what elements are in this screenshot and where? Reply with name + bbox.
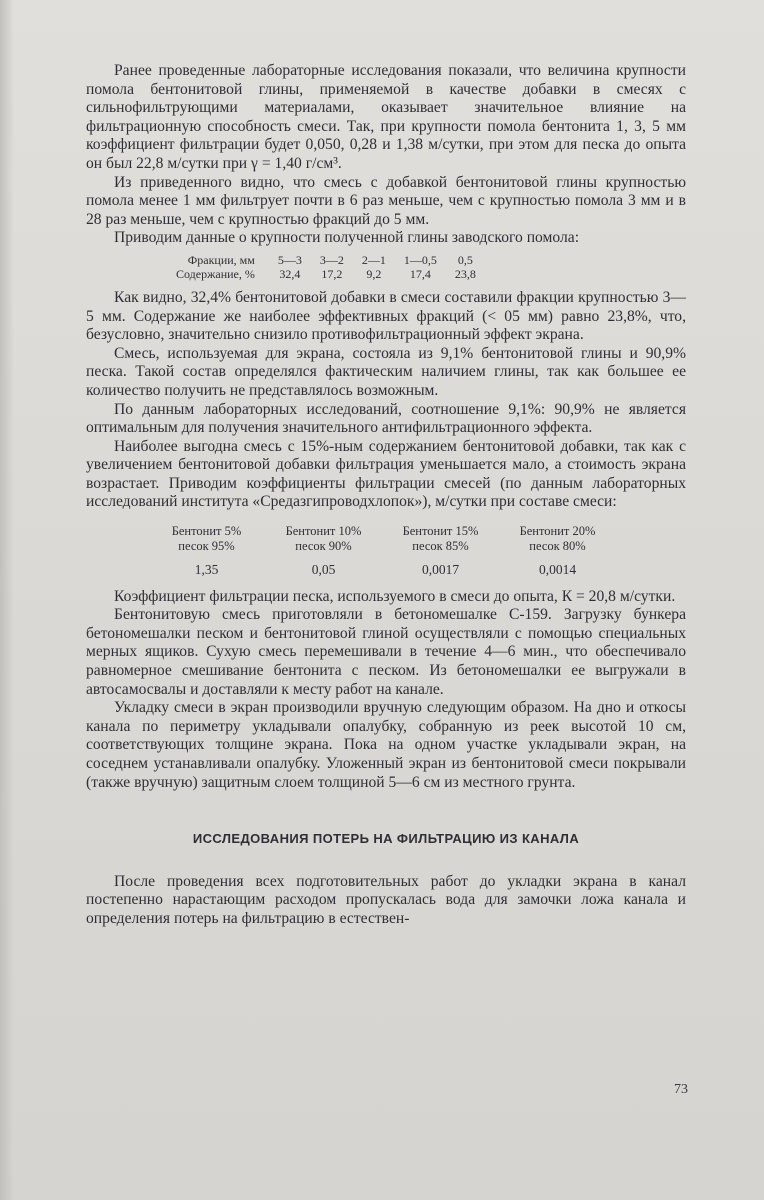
mix-bentonite-label: Бентонит 5% (171, 524, 242, 539)
paragraph-factory-clay-intro: Приводим данные о крупности полученной глины заводского помола: (114, 229, 580, 247)
mix-column (382, 524, 499, 578)
mix-coefficient-value: 1,35 (194, 562, 219, 578)
page-number: 73 (674, 1082, 688, 1097)
fractions-row (176, 253, 485, 267)
page-content (86, 62, 686, 928)
mix-bentonite-label: Бентонит 20% (519, 524, 596, 539)
content-cell: 9,2 (366, 266, 382, 281)
mix-bentonite-label: Бентонит 15% (402, 524, 479, 539)
fraction-cell: 1—0,5 (403, 252, 437, 267)
fraction-cell: 0,5 (457, 252, 473, 267)
mix-column (265, 524, 382, 578)
fractions-table (176, 253, 485, 281)
paragraph-ratio-assessment: По данным лабораторных исследований, соотношение 9,1%: 90,9% не является оптимальным для получения значительного антифильтрационного эффекта. (86, 400, 686, 437)
mix-sand-label: песок 90% (295, 538, 352, 553)
content-cell: 17,4 (409, 266, 431, 281)
mix-coefficient-value: 0,0017 (421, 562, 460, 578)
mix-coefficient-value: 0,05 (311, 562, 336, 578)
paragraph-mix-preparation: Бентонитовую смесь приготовляли в бетономешалке С-159. Загрузку бункера бетономешалки песком и бентонитовой глиной осуществляли с помощью специальных мерных ящиков. Сухую смесь перемешивали в течение 4—6 мин., что обеспечивало равномерное смешивание бентонита с песком. Из бетономешалки ее выгружали в автосамосвалы и доставляли к месту работ на канале. (86, 606, 686, 698)
page-fold-shadow (0, 0, 14, 1200)
paragraph-fraction-analysis: Как видно, 32,4% бентонитовой добавки в смеси составили фракции крупностью 3—5 мм. Содержание же наиболее эффективных фракций (< 05 мм) равно 23,8%, что, безусловно, значительно снизило противофильтрационный эффект экрана. (86, 288, 686, 344)
mix-column (499, 524, 616, 578)
content-label: Содержание, % (176, 266, 255, 281)
paragraph-mix-composition: Смесь, используемая для экрана, состояла из 9,1% бентонитовой глины и 90,9% песка. Такой состав определялся фактическим наличием глины, так как большее ее количество получить не представлялось возможным. (86, 344, 686, 399)
paragraph-filtration-comparison: Из приведенного видно, что смесь с добавкой бентонитовой глины крупностью помола менее 1 мм фильтрует почти в 6 раз меньше, чем с крупностью помола 3 мм и в 28 раз меньше, чем с крупностью фракций до 5 мм. (86, 173, 686, 228)
paragraph-bentonite-grinding: Ранее проведенные лабораторные исследования показали, что величина крупности помола бентонитовой глины, применяемой в качестве добавки в смесях с сильнофильтрующими материалами, оказывает значительное влияние на фильтрационную способность смеси. Так, при крупности помола бентонита 1, 3, 5 мм коэффициент фильтрации будет 0,050, 0,28 и 1,38 м/сутки, при этом для песка до опыта он был 22,8 м/сутки при γ = 1,40 г/см³. (86, 62, 686, 172)
fraction-cell: 3—2 (319, 252, 344, 267)
mix-sand-label: песок 95% (178, 538, 235, 553)
fraction-cell: 2—1 (361, 252, 386, 267)
content-cell: 32,4 (279, 266, 301, 281)
mix-sand-label: песок 85% (412, 538, 469, 553)
mix-bentonite-label: Бентонит 10% (285, 524, 362, 539)
paragraph-screen-laying: Укладку смеси в экран производили вручную следующим образом. На дно и откосы канала по периметру укладывали опалубку, собранную из реек высотой 10 см, соответствующих толщине экрана. Пока на одном участке укладывали экран, на соседнем устанавливали опалубку. Уложенный экран из бентонитовой смеси покрывали (также вручную) защитным слоем толщиной 5—6 см из местного грунта. (86, 699, 686, 791)
content-cell: 17,2 (321, 266, 343, 281)
section-title: ИССЛЕДОВАНИЯ ПОТЕРЬ НА ФИЛЬТРАЦИЮ ИЗ КАНАЛА (192, 831, 580, 847)
paragraph-sand-coefficient: Коэффициент фильтрации песка, используемого в смеси до опыта, К = 20,8 м/сутки. (114, 587, 676, 605)
content-row (176, 267, 485, 281)
mix-coefficient-value: 0,0014 (538, 562, 577, 578)
mix-column (148, 524, 265, 578)
paragraph-losses-intro: После проведения всех подготовительных работ до укладки экрана в канал постепенно нарастающим расходом пропускалась вода для замочки ложа канала и определения потерь на фильтрацию в естествен- (86, 872, 686, 927)
mix-filtration-table (148, 524, 616, 578)
mix-sand-label: песок 80% (529, 538, 586, 553)
paragraph-optimal-mix: Наиболее выгодна смесь с 15%-ным содержанием бентонитовой добавки, так как с увеличением бентонитовой добавки фильтрация уменьшается мало, а стоимость экрана возрастает. Приводим коэффициенты фильтрации смесей (по данным лабораторных исследований института «Средазгипроводхлопок»), м/сутки при составе смеси: (86, 437, 686, 511)
fractions-label: Фракции, мм (187, 252, 255, 267)
content-cell: 23,8 (454, 266, 476, 281)
fraction-cell: 5—3 (277, 252, 302, 267)
